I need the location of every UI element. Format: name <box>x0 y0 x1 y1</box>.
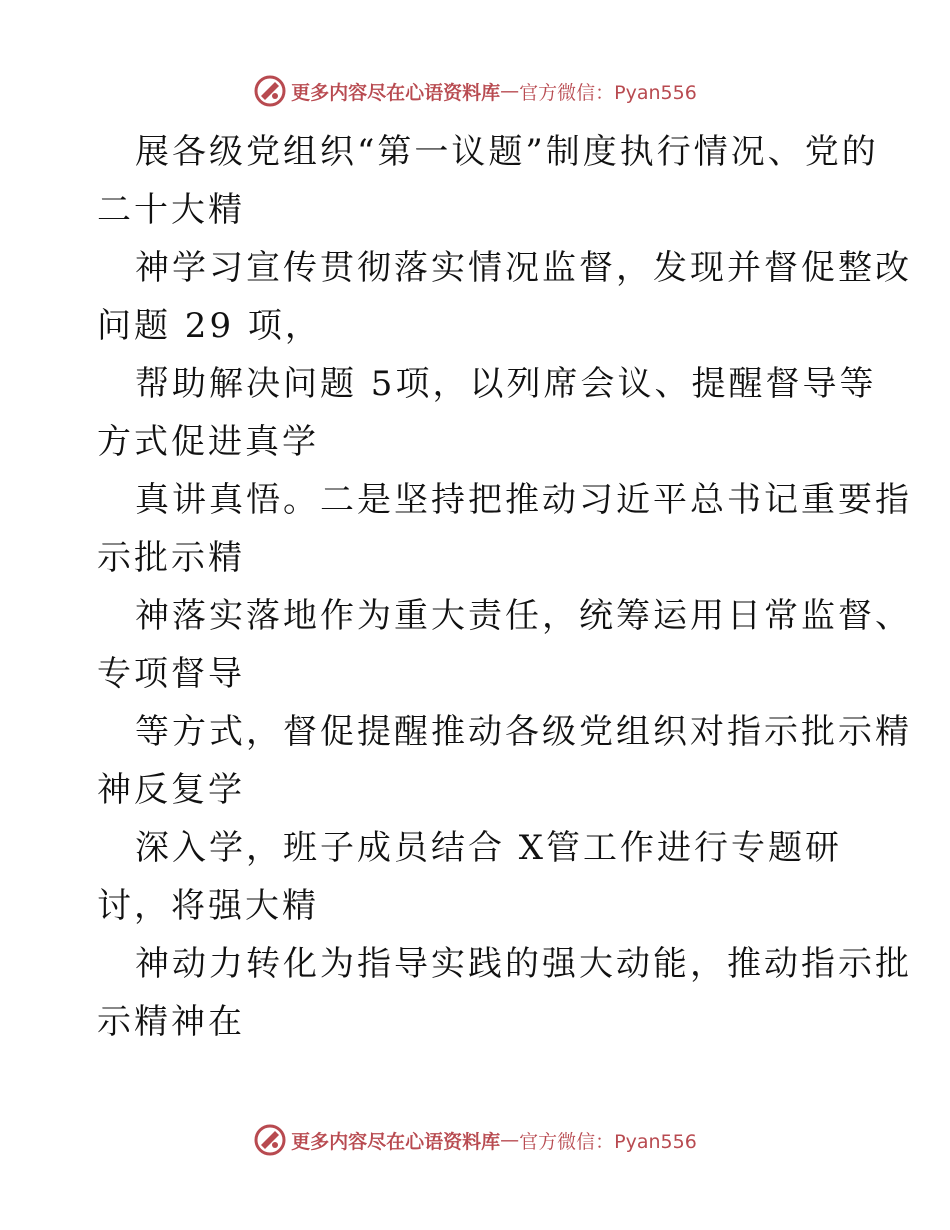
text-line: 方式促进真学 <box>97 422 319 462</box>
text-line: 展各级党组织“第一议题”制度执行情况、党的 <box>135 132 879 172</box>
text-line: 二十大精 <box>97 190 245 230</box>
text-line: 讨，将强大精 <box>97 886 319 926</box>
text-line: 神落实落地作为重大责任，统筹运用日常监督、 <box>135 596 912 636</box>
text-line: 等方式，督促提醒推动各级党组织对指示批示精 <box>135 712 912 752</box>
text-line: 示批示精 <box>97 538 245 578</box>
brand-logo-icon <box>253 74 287 108</box>
header-watermark-banner <box>0 71 950 111</box>
footer-watermark-banner <box>0 1120 950 1160</box>
banner-wechat-text: 官方微信：Pyan556 <box>519 81 697 104</box>
text-line: 帮助解决问题 5项，以列席会议、提醒督导等 <box>135 364 877 404</box>
document-body <box>97 123 912 1051</box>
banner-separator: — <box>500 1129 520 1151</box>
banner-library-text: 更多内容尽在心语资料库 <box>291 81 501 104</box>
text-line: 神学习宣传贯彻落实情况监督，发现并督促整改 <box>135 248 912 288</box>
text-line: 问题 29 项， <box>97 306 322 346</box>
text-line: 专项督导 <box>97 654 245 694</box>
text-line: 神反复学 <box>97 770 245 810</box>
text-line: 神动力转化为指导实践的强大动能，推动指示批 <box>135 944 912 984</box>
banner-wechat-text: 官方微信：Pyan556 <box>519 1130 697 1153</box>
text-line: 示精神在 <box>97 1002 245 1042</box>
banner-library-text: 更多内容尽在心语资料库 <box>291 1130 501 1153</box>
text-line: 真讲真悟。二是坚持把推动习近平总书记重要指 <box>135 480 912 520</box>
brand-logo-icon <box>253 1123 287 1157</box>
text-line: 深入学，班子成员结合 X管工作进行专题研 <box>135 828 843 868</box>
banner-separator: — <box>500 80 520 102</box>
